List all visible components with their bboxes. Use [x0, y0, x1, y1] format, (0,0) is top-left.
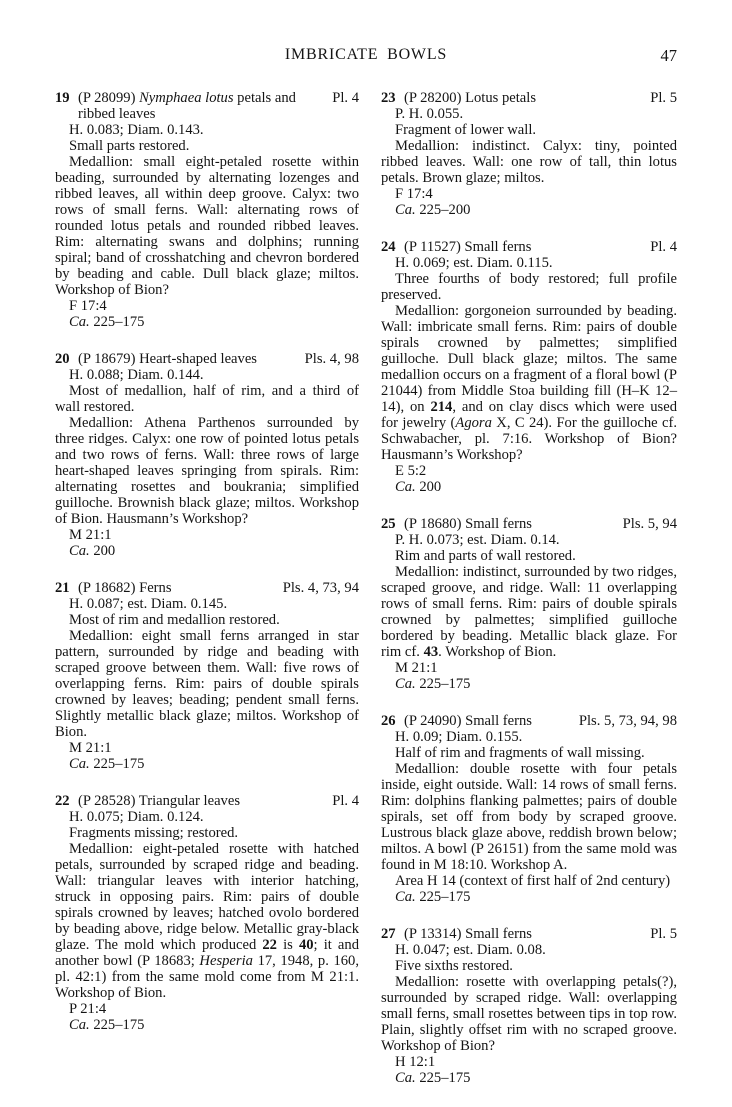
- plate-reference: Pls. 4, 98: [304, 351, 359, 367]
- catalog-entry: [55, 351, 359, 559]
- catalog-entry: [55, 580, 359, 772]
- entry-number: 22: [55, 793, 70, 809]
- text-run: Ca.: [69, 1017, 90, 1033]
- text-run: Agora: [455, 415, 492, 431]
- text-run: Medallion: eight-petaled rosette with hatched petals, surrounded by scraped ridge and beading. Wall: triangular leaves with interior hatching, struck in opposing pairs. Rim: pairs of double spirals crowned by leaves; hatched ovolo bordered by beading above, ridge below. Metallic gray-black glaze. The mold which produced: [55, 841, 359, 953]
- text-run: petals and ribbed leaves: [78, 90, 296, 122]
- plate-reference: Pl. 4: [650, 239, 677, 255]
- text-run: 225–175: [415, 889, 471, 905]
- text-run: (P 18679) Heart-shaped leaves: [78, 351, 257, 367]
- entry-paragraph: [381, 122, 677, 138]
- entry-heading: [381, 239, 677, 255]
- text-run: 17, 1948, p. 160, pl. 42:1) from the same mold come from M 21:1. Workshop of Bion.: [55, 953, 359, 1001]
- text-run: , and on clay discs which were used for jewelry (: [381, 399, 677, 431]
- text-run: Ca.: [69, 543, 90, 559]
- text-run: H 12:1: [395, 1054, 436, 1070]
- entry-heading: [55, 793, 359, 809]
- entry-paragraph: [55, 383, 359, 415]
- text-run: H. 0.069; est. Diam. 0.115.: [395, 255, 553, 271]
- entry-paragraph: [381, 463, 677, 479]
- text-run: M 21:1: [69, 527, 112, 543]
- entry-body: [55, 122, 359, 330]
- text-run: Medallion: indistinct, surrounded by two ridges, scraped groove, and ridge. Wall: 11 overlapping rows of small ferns. Rim: pairs of double spirals crowned by palmettes; simplified guilloche bordered by beading. Metallic black glaze. For rim cf.: [381, 564, 677, 660]
- entry-paragraph: [55, 756, 359, 772]
- entry-paragraph: [381, 255, 677, 271]
- entry-body: [55, 809, 359, 1033]
- entry-paragraph: [381, 106, 677, 122]
- text-run: 214: [430, 399, 453, 415]
- text-run: Fragment of lower wall.: [395, 122, 537, 138]
- text-run: (P 11527) Small ferns: [404, 239, 532, 255]
- text-run: is: [276, 937, 299, 953]
- text-run: Ca.: [395, 1070, 416, 1086]
- entry-paragraph: [381, 676, 677, 692]
- text-run: Five sixths restored.: [395, 958, 513, 974]
- text-run: H. 0.083; Diam. 0.143.: [69, 122, 204, 138]
- entry-paragraph: [381, 186, 677, 202]
- text-run: Three fourths of body restored; full profile preserved.: [381, 271, 677, 303]
- catalog-entry: [381, 926, 677, 1086]
- entry-number: 20: [55, 351, 70, 367]
- text-run: F 17:4: [395, 186, 433, 202]
- text-run: Most of medallion, half of rim, and a third of wall restored.: [55, 383, 359, 415]
- text-run: Medallion: gorgoneion surrounded by beading. Wall: imbricate small ferns. Rim: pairs of double spirals crowned by palmettes; simplified guilloche. Dull black glaze; miltos. The same medallion occurs on a fragment of a floral bowl (P 21044) from Middle Stoa building fill (H–K 12–14), on: [381, 303, 677, 415]
- entry-body: [381, 106, 677, 218]
- plate-reference: Pls. 5, 73, 94, 98: [578, 713, 677, 729]
- plate-reference: Pls. 4, 73, 94: [282, 580, 359, 596]
- entry-paragraph: [381, 271, 677, 303]
- entry-heading: [381, 713, 677, 729]
- catalog-entry: [381, 239, 677, 495]
- entry-heading: [381, 926, 677, 942]
- text-run: 200: [89, 543, 116, 559]
- text-run: (P 28099): [78, 90, 140, 106]
- entry-title: [78, 580, 275, 596]
- text-run: (P 24090) Small ferns: [404, 713, 532, 729]
- entry-title: [78, 90, 324, 122]
- text-run: X, C 24). For the guilloche cf. Schwabacher, pl. 7:16. Workshop of Bion? Hausmann’s Workshop?: [381, 415, 677, 463]
- entry-paragraph: [381, 479, 677, 495]
- text-run: H. 0.088; Diam. 0.144.: [69, 367, 204, 383]
- entry-title: [78, 793, 324, 809]
- entry-paragraph: [55, 841, 359, 1001]
- entry-paragraph: [381, 1070, 677, 1086]
- entry-paragraph: [381, 532, 677, 548]
- entry-paragraph: [381, 873, 677, 889]
- text-run: Nymphaea lotus: [139, 90, 234, 106]
- text-run: (P 13314) Small ferns: [404, 926, 532, 942]
- entry-paragraph: [381, 660, 677, 676]
- text-run: Area H 14 (context of first half of 2nd century): [395, 873, 671, 889]
- entry-heading: [381, 516, 677, 532]
- text-run: . Workshop of Bion.: [438, 644, 557, 660]
- left-column: [55, 90, 359, 1107]
- entry-paragraph: [55, 740, 359, 756]
- text-run: Medallion: rosette with overlapping petals(?), surrounded by scraped ridge. Wall: overlapping small ferns, small rosettes between tips in top row. Plain, slightly offset rim with no scraped groove. Workshop of Bion?: [381, 974, 677, 1054]
- entry-title: [78, 351, 297, 367]
- entry-paragraph: [55, 1017, 359, 1033]
- entry-paragraph: [55, 138, 359, 154]
- text-run: M 21:1: [69, 740, 112, 756]
- entry-heading: [381, 90, 677, 106]
- entry-body: [55, 596, 359, 772]
- entry-title: [404, 516, 615, 532]
- entry-paragraph: [55, 543, 359, 559]
- text-run: Medallion: double rosette with four petals inside, eight outside. Wall: 14 rows of small ferns. Rim: dolphins flanking palmettes; pairs of double spirals, set off from body by scraped groove. Lustrous black glaze above, reddish brown below; miltos. A bowl (P 26151) from the same mold was found in M 18:10. Workshop A.: [381, 761, 677, 873]
- entry-heading: [55, 90, 359, 122]
- running-head: IMBRICATE BOWLS: [284, 46, 448, 63]
- text-run: 200: [415, 479, 442, 495]
- entry-paragraph: [381, 974, 677, 1054]
- text-run: Medallion: Athena Parthenos surrounded by three ridges. Calyx: one row of pointed lotus petals and two rows of ferns. Wall: three rows of large heart-shaped leaves springing from spirals. Rim: alternating rosettes and boukrania; simplified guilloche. Brownish black glaze; miltos. Workshop of Bion. Hausmann’s Workshop?: [55, 415, 359, 527]
- text-run: 225–175: [89, 1017, 145, 1033]
- entry-paragraph: [55, 809, 359, 825]
- entry-body: [55, 367, 359, 559]
- entry-paragraph: [381, 138, 677, 186]
- entry-paragraph: [381, 745, 677, 761]
- entry-body: [381, 532, 677, 692]
- text-run: Medallion: indistinct. Calyx: tiny, pointed ribbed leaves. Wall: one row of tall, thin lotus petals. Brown glaze; miltos.: [381, 138, 677, 186]
- text-run: 40: [298, 937, 314, 953]
- text-run: (P 18680) Small ferns: [404, 516, 532, 532]
- text-run: Small parts restored.: [69, 138, 190, 154]
- text-run: H. 0.09; Diam. 0.155.: [395, 729, 523, 745]
- text-run: Medallion: eight small ferns arranged in star pattern, surrounded by ridge and beading with scraped groove between them. Wall: five rows of overlapping ferns. Rim: pairs of double spirals crowned by leaves; beading; pendent small ferns. Slightly metallic black glaze; miltos. Workshop of Bion.: [55, 628, 359, 740]
- catalog-entry: [381, 713, 677, 905]
- text-run: H. 0.075; Diam. 0.124.: [69, 809, 204, 825]
- entry-paragraph: [55, 596, 359, 612]
- text-run: M 21:1: [395, 660, 438, 676]
- entry-number: 25: [381, 516, 396, 532]
- text-run: 225–175: [89, 314, 145, 330]
- catalog-entry: [55, 793, 359, 1033]
- text-run: 225–175: [415, 676, 471, 692]
- entry-paragraph: [55, 314, 359, 330]
- text-run: 225–175: [89, 756, 145, 772]
- entry-paragraph: [381, 548, 677, 564]
- entry-heading: [55, 351, 359, 367]
- entry-number: 21: [55, 580, 70, 596]
- text-run: P. H. 0.055.: [395, 106, 464, 122]
- text-run: Ca.: [395, 202, 416, 218]
- catalog-entry: [381, 90, 677, 218]
- text-run: 225–175: [415, 1070, 471, 1086]
- text-run: 22: [262, 937, 277, 953]
- plate-reference: Pls. 5, 94: [622, 516, 677, 532]
- entry-paragraph: [55, 825, 359, 841]
- entry-number: 26: [381, 713, 396, 729]
- entry-number: 23: [381, 90, 396, 106]
- entry-paragraph: [381, 942, 677, 958]
- entry-paragraph: [381, 889, 677, 905]
- plate-reference: Pl. 5: [650, 926, 677, 942]
- entry-paragraph: [55, 527, 359, 543]
- entry-paragraph: [55, 298, 359, 314]
- text-run: Ca.: [395, 479, 416, 495]
- text-run: Ca.: [69, 756, 90, 772]
- entry-paragraph: [381, 1054, 677, 1070]
- entry-paragraph: [55, 628, 359, 740]
- page-number: 47: [660, 46, 677, 65]
- entry-paragraph: [55, 1001, 359, 1017]
- entry-paragraph: [55, 612, 359, 628]
- text-run: Rim and parts of wall restored.: [395, 548, 576, 564]
- text-run: 43: [423, 644, 439, 660]
- entry-paragraph: [381, 761, 677, 873]
- entry-paragraph: [381, 564, 677, 660]
- entry-title: [404, 239, 642, 255]
- entry-paragraph: [381, 303, 677, 463]
- entry-number: 24: [381, 239, 396, 255]
- entry-paragraph: [381, 202, 677, 218]
- text-run: H. 0.087; est. Diam. 0.145.: [69, 596, 228, 612]
- text-columns: [55, 90, 677, 1107]
- plate-reference: Pl. 4: [332, 90, 359, 106]
- page-header: [55, 46, 677, 66]
- entry-paragraph: [55, 415, 359, 527]
- entry-title: [404, 90, 642, 106]
- entry-body: [381, 942, 677, 1086]
- text-run: (P 28200) Lotus petals: [404, 90, 537, 106]
- entry-paragraph: [55, 122, 359, 138]
- text-run: E 5:2: [395, 463, 427, 479]
- text-run: Fragments missing; restored.: [69, 825, 239, 841]
- entry-body: [381, 255, 677, 495]
- catalog-entry: [381, 516, 677, 692]
- entry-title: [404, 713, 571, 729]
- catalog-entry: [55, 90, 359, 330]
- entry-paragraph: [381, 958, 677, 974]
- entry-number: 19: [55, 90, 70, 106]
- entry-number: 27: [381, 926, 396, 942]
- text-run: Half of rim and fragments of wall missing.: [395, 745, 645, 761]
- text-run: Ca.: [69, 314, 90, 330]
- entry-paragraph: [55, 154, 359, 298]
- text-run: 225–200: [415, 202, 471, 218]
- plate-reference: Pl. 4: [332, 793, 359, 809]
- entry-title: [404, 926, 642, 942]
- entry-heading: [55, 580, 359, 596]
- entry-paragraph: [381, 729, 677, 745]
- text-run: P. H. 0.073; est. Diam. 0.14.: [395, 532, 560, 548]
- text-run: ; it and another bowl (P 18683;: [55, 937, 359, 969]
- entry-paragraph: [55, 367, 359, 383]
- text-run: (P 18682) Ferns: [78, 580, 172, 596]
- text-run: F 17:4: [69, 298, 107, 314]
- plate-reference: Pl. 5: [650, 90, 677, 106]
- text-run: Medallion: small eight-petaled rosette within beading, surrounded by alternating lozenges and ribbed leaves, all within deep groove. Calyx: two rows of small ferns. Wall: alternating rows of rounded lotus petals and rounded ribbed leaves. Rim: alternating swans and dolphins; running spiral; band of crosshatching and chevron bordered by beading and cable. Dull black glaze; miltos. Workshop of Bion?: [55, 154, 359, 298]
- text-run: H. 0.047; est. Diam. 0.08.: [395, 942, 546, 958]
- text-run: P 21:4: [69, 1001, 107, 1017]
- text-run: (P 28528) Triangular leaves: [78, 793, 240, 809]
- right-column: [381, 90, 677, 1107]
- text-run: Ca.: [395, 676, 416, 692]
- text-run: Hesperia: [199, 953, 253, 969]
- entry-body: [381, 729, 677, 905]
- text-run: Ca.: [395, 889, 416, 905]
- text-run: Most of rim and medallion restored.: [69, 612, 280, 628]
